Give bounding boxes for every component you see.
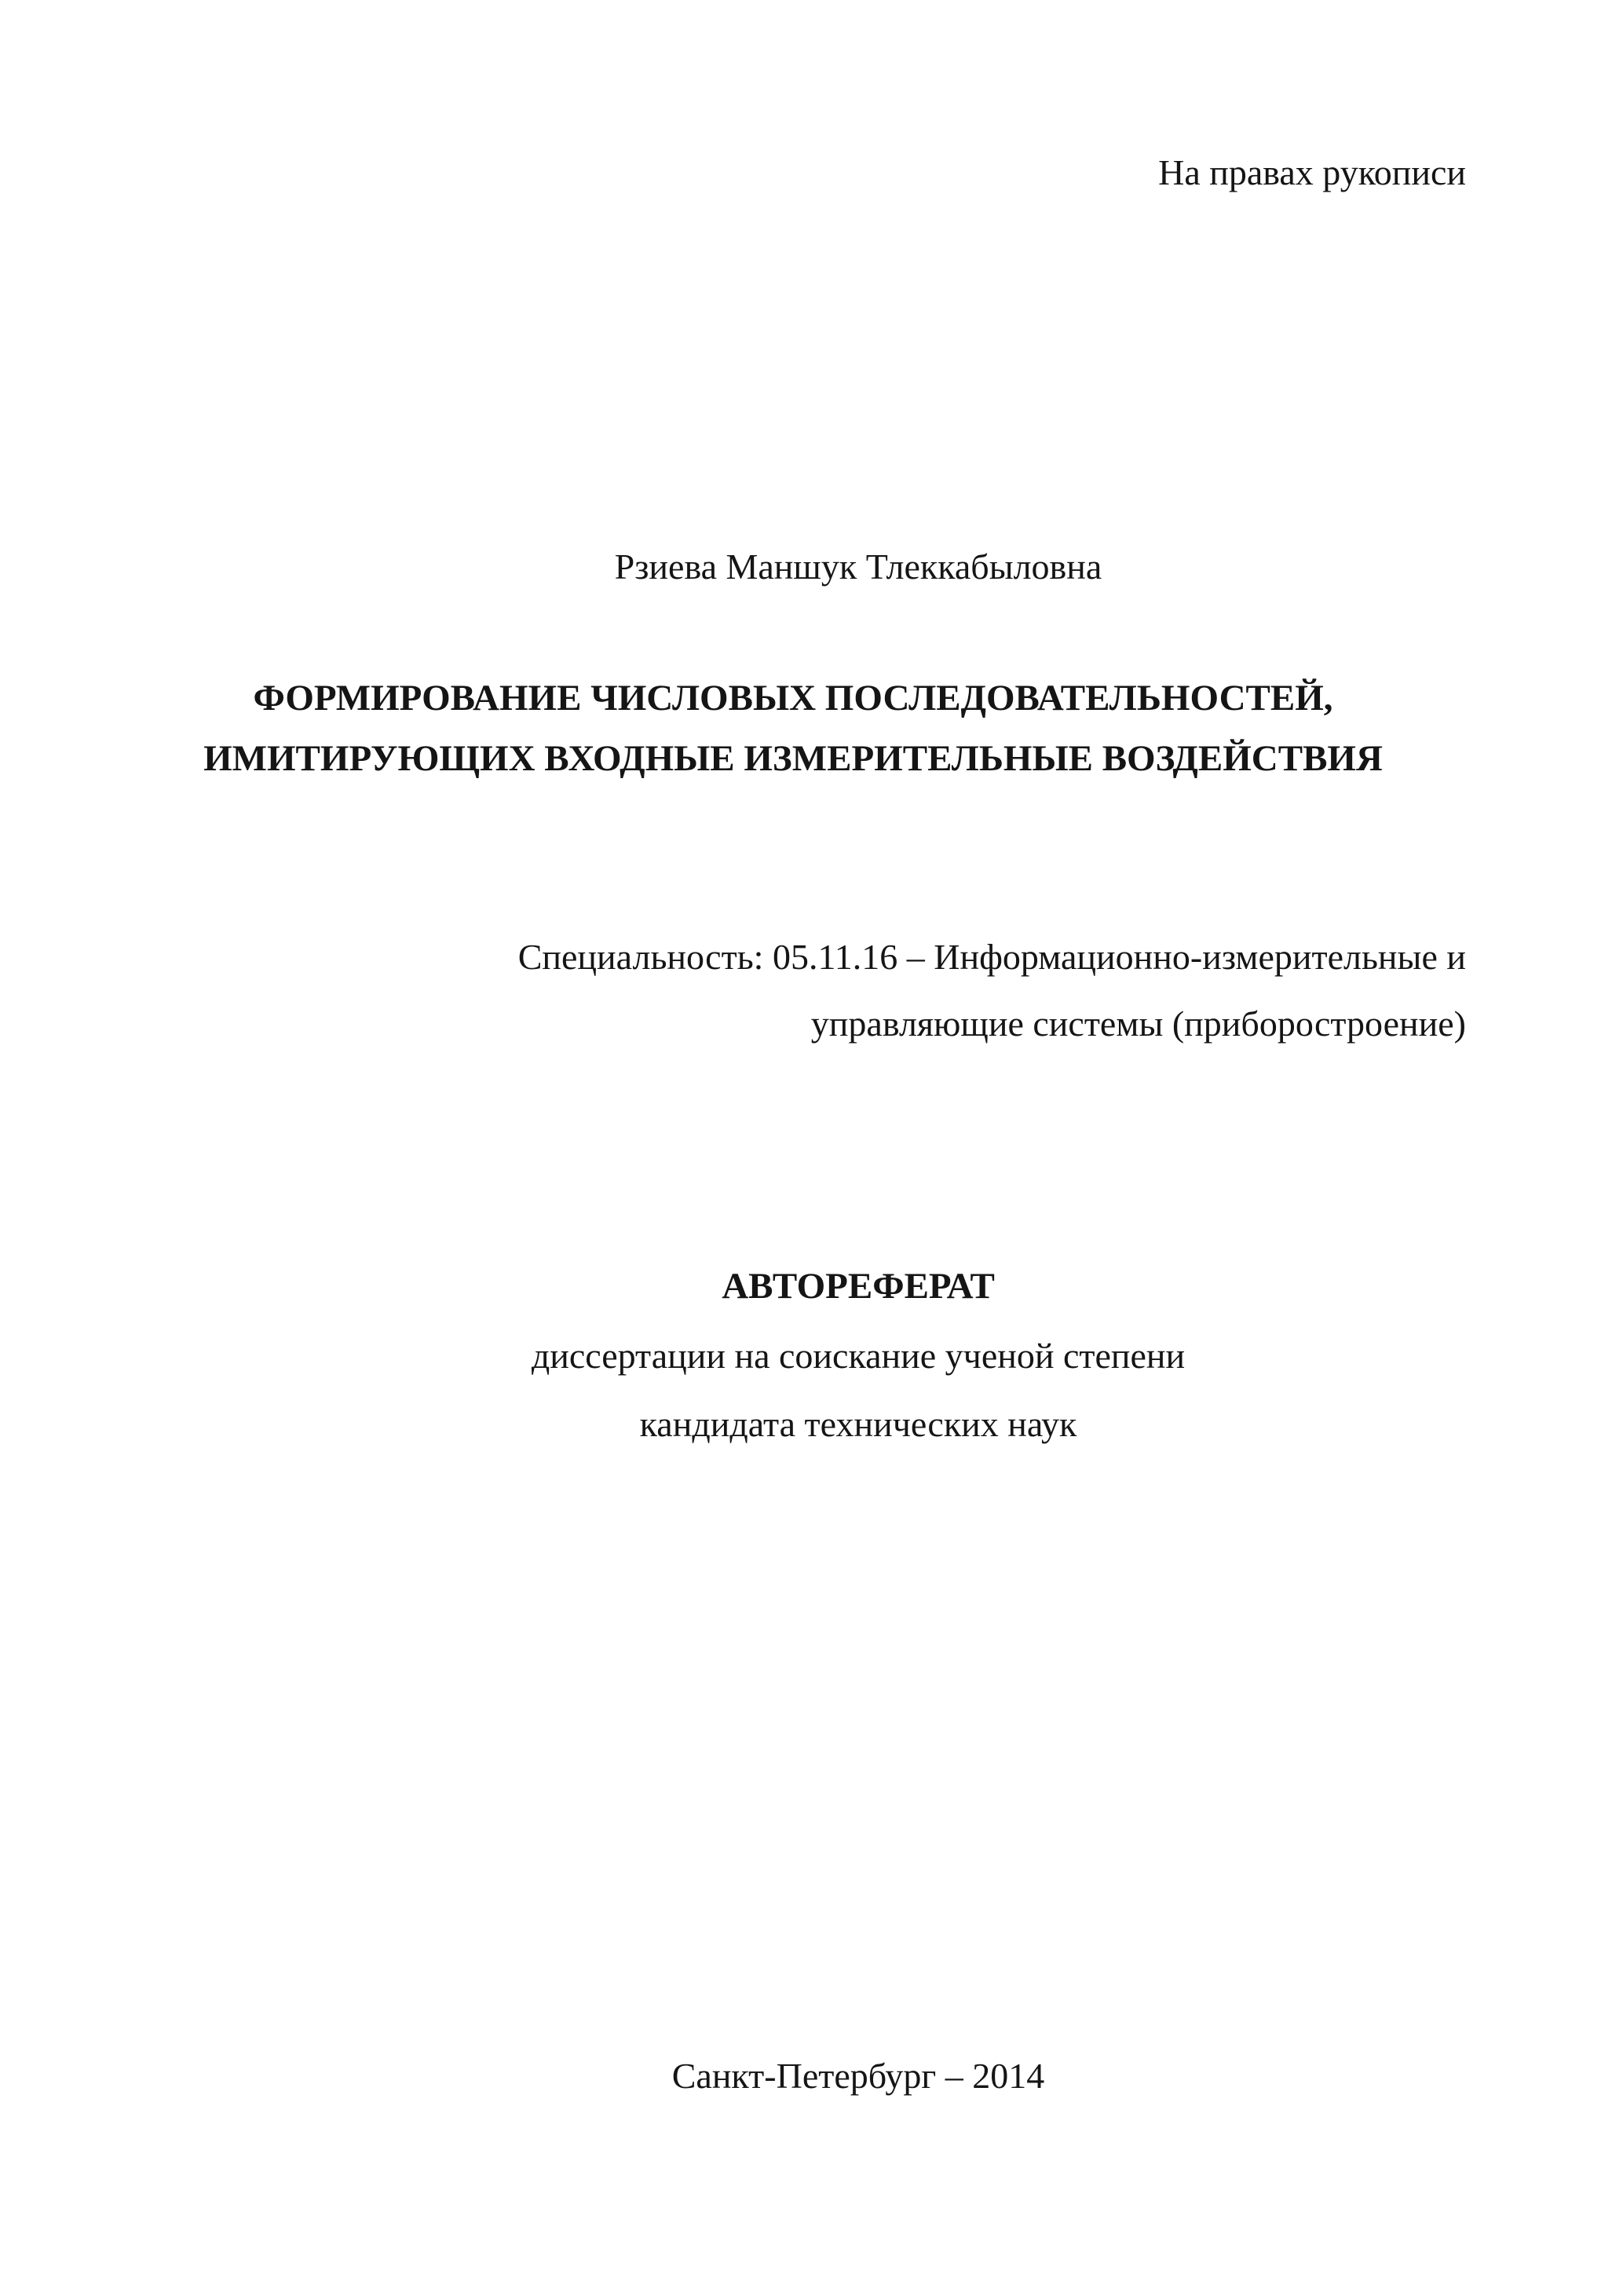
abstract-block (93, 1252, 1623, 1459)
manuscript-note: На правах рукописи (1158, 152, 1466, 192)
city-year: Санкт-Петербург – 2014 (671, 2056, 1045, 2096)
specialty-block (518, 923, 1466, 1057)
abstract-line-1: диссертации на соискание ученой степени (531, 1335, 1186, 1376)
abstract-line-2: кандидата технических наук (639, 1404, 1077, 1444)
specialty-line-2: управляющие системы (приборостроение) (810, 1004, 1466, 1044)
author-name: Рзиева Маншук Тлеккабыловна (614, 547, 1102, 587)
abstract-heading: АВТОРЕФЕРАТ (722, 1266, 995, 1307)
dissertation-title (0, 668, 1586, 789)
dissertation-title-line-1: ФОРМИРОВАНИЕ ЧИСЛОВЫХ ПОСЛЕДОВАТЕЛЬНОСТЕЙ, (253, 678, 1333, 718)
specialty-line-1: Специальность: 05.11.16 – Информационно-измерительные и (517, 937, 1466, 977)
dissertation-title-line-2: ИМИТИРУЮЩИХ ВХОДНЫЕ ИЗМЕРИТЕЛЬНЫЕ ВОЗДЕЙСТВИЯ (203, 738, 1383, 779)
